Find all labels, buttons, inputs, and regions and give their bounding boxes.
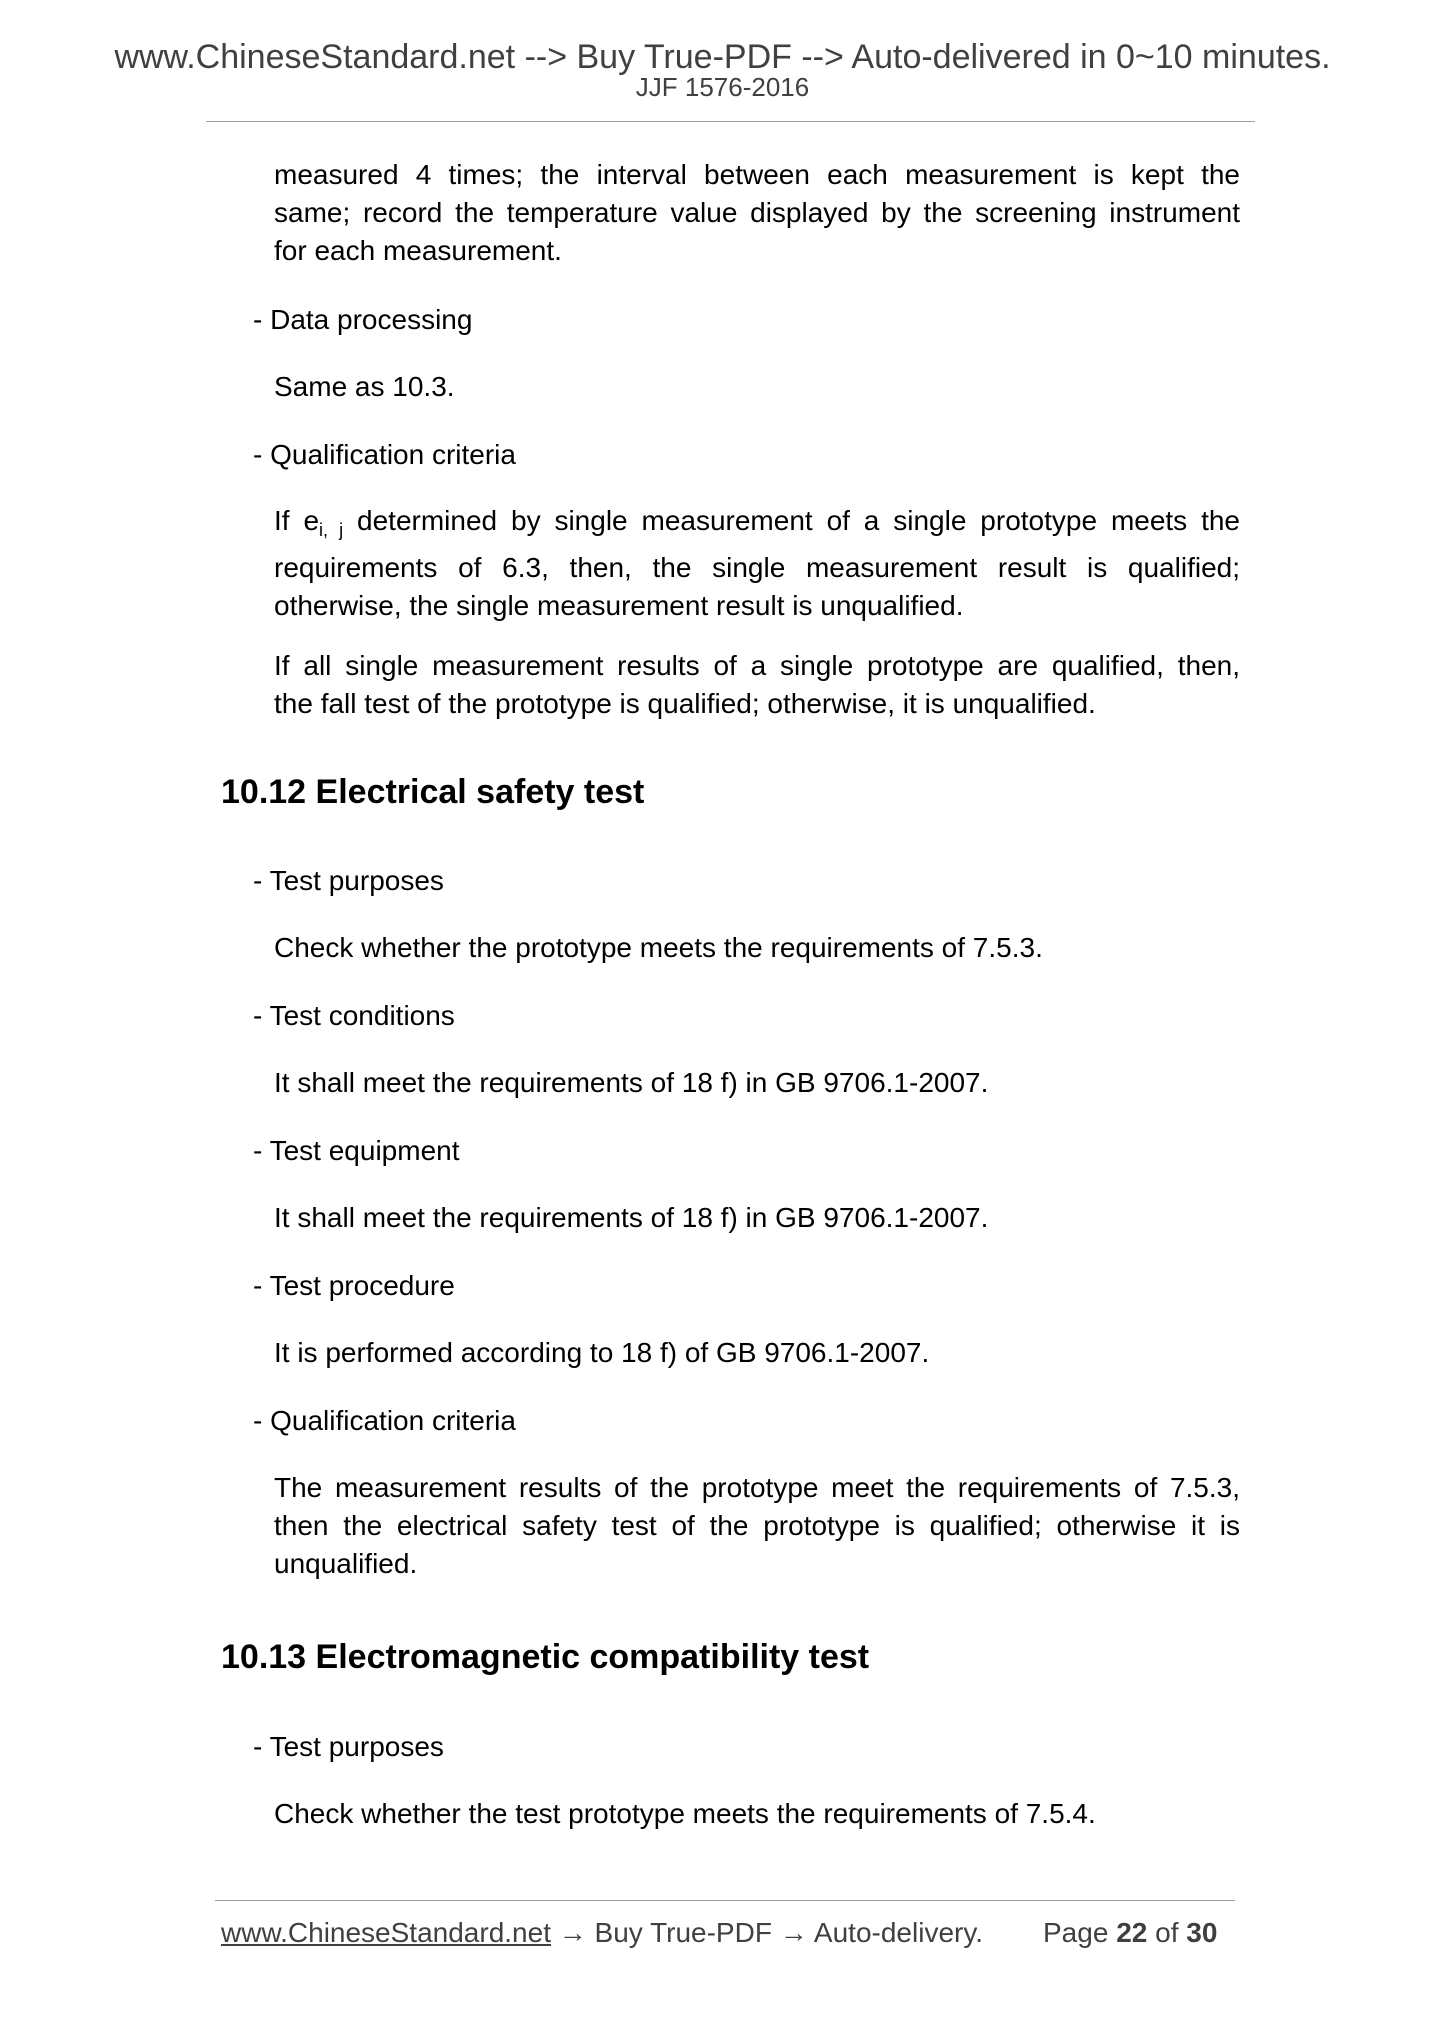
text-fragment: If e [274,505,320,536]
paragraph-same-as [274,368,1240,406]
item-test-conditions: - Test conditions [253,1000,455,1031]
paragraph-qualification-1b [274,647,1240,723]
section-heading-10-13: 10.13 Electromagnetic compatibility test [221,1638,870,1676]
text-line: It shall meet the requirements of 18 f) in GB 9706.1-2007. [274,1067,989,1098]
paragraph-equipment [274,1199,1240,1237]
subscript-ij: i, j [319,520,344,540]
document-id: JJF 1576-2016 [635,72,810,102]
item-test-purposes-1: - Test purposes [253,865,444,896]
page-indicator [1043,1917,1217,1949]
header-banner: www.ChineseStandard.net --> Buy True-PDF --> Auto-delivered in 0~10 minutes. [114,38,1331,76]
text-line: If all single measurement results of a single prototype are qualified, then, [274,650,1240,681]
paragraph-conditions [274,1064,1240,1102]
paragraph-purposes-1 [274,929,1240,967]
text-line: requirements of 6.3, then, the single measurement result is qualified; [274,552,1240,583]
text-line: measured 4 times; the interval between each measurement is kept the [274,159,1240,190]
text-line: Check whether the test prototype meets the requirements of 7.5.4. [274,1798,1096,1829]
item-qualification-criteria-1: - Qualification criteria [253,439,516,470]
text-line [274,502,1240,549]
text-line: Same as 10.3. [274,371,455,402]
item-test-purposes-2: - Test purposes [253,1731,444,1762]
item-data-processing: - Data processing [253,304,473,335]
text-line: Check whether the prototype meets the requirements of 7.5.3. [274,932,1043,963]
item-qualification-criteria-2: - Qualification criteria [253,1405,516,1436]
text-line: unqualified. [274,1548,418,1579]
text-line: same; record the temperature value displayed by the screening instrument [274,197,1240,228]
page-label: Page [1043,1917,1109,1948]
text-line: The measurement results of the prototype meet the requirements of 7.5.3, [274,1472,1240,1503]
paragraph-procedure [274,1334,1240,1372]
footer-left [221,1917,983,1949]
text-line: then the electrical safety test of the prototype is qualified; otherwise it is [274,1510,1240,1541]
paragraph-qualification-1 [274,502,1240,625]
header-divider [206,121,1255,122]
paragraph-qualification-2 [274,1469,1240,1583]
text-line: otherwise, the single measurement result is unqualified. [274,590,964,621]
paragraph-purposes-2 [274,1795,1240,1833]
section-heading-10-12: 10.12 Electrical safety test [221,773,645,811]
text-line: It is performed according to 18 f) of GB 9706.1-2007. [274,1337,930,1368]
text-fragment: determined by single measurement of a single prototype meets the [343,505,1240,536]
page-number: 22 [1116,1917,1148,1948]
footer-site-link[interactable]: www.ChineseStandard.net [221,1917,551,1948]
text-line: the fall test of the prototype is qualified; otherwise, it is unqualified. [274,688,1096,719]
page-total: 30 [1186,1917,1218,1948]
footer-divider [215,1900,1235,1901]
footer-tail-text: → Buy True-PDF → Auto-delivery. [550,1917,984,1948]
text-line: for each measurement. [274,235,562,266]
item-test-procedure: - Test procedure [253,1270,455,1301]
page-of-label: of [1155,1917,1179,1948]
paragraph-measurement-continued [274,156,1240,270]
item-test-equipment: - Test equipment [253,1135,460,1166]
text-line: It shall meet the requirements of 18 f) in GB 9706.1-2007. [274,1202,989,1233]
